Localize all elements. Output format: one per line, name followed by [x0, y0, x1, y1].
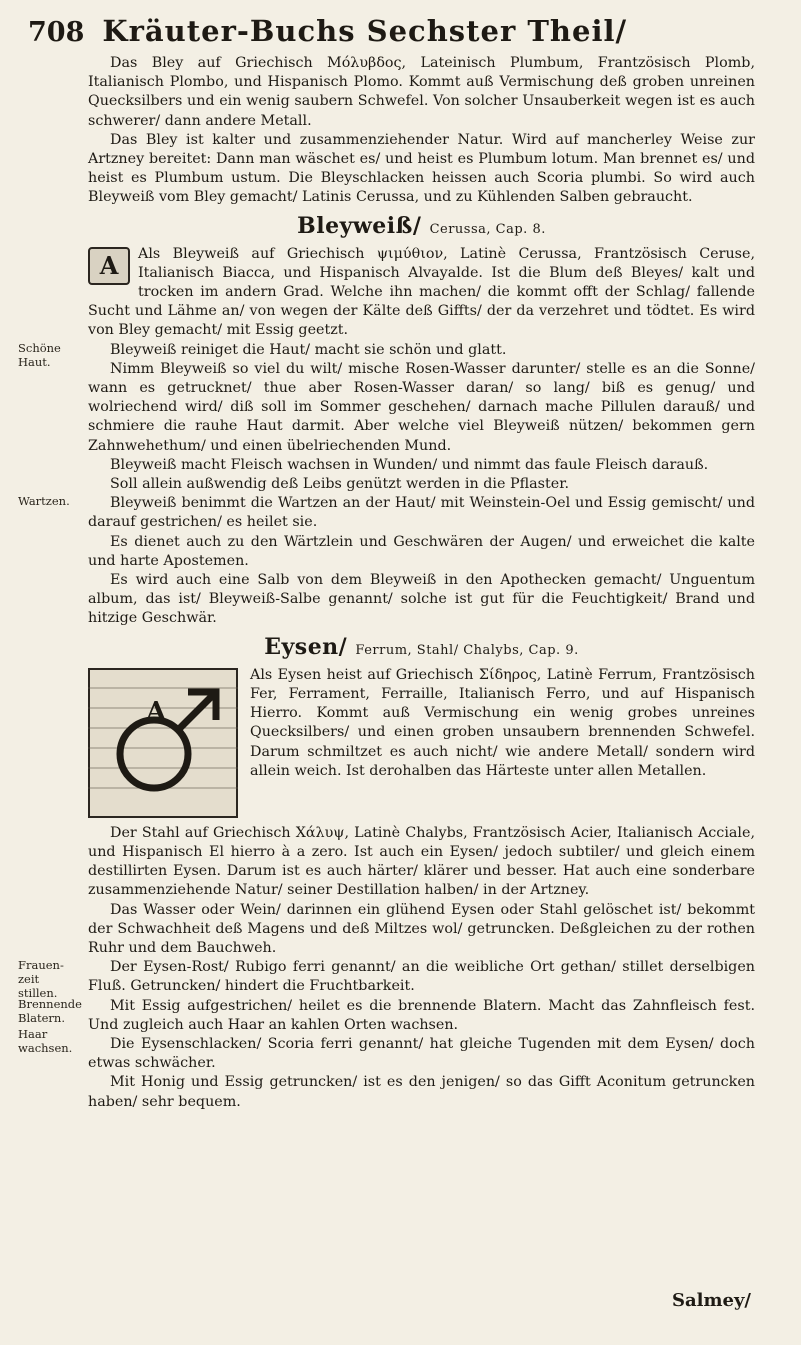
heading-subtitle: Cerussa, Cap. 8. — [429, 221, 546, 237]
eysen-paragraph: Mit Essig aufgestrichen/ heilet es die brennende Blatern. Macht das Zahnfleisch fest. Und zugleich auch Haar an kahlen Orten wachsen. — [88, 997, 755, 1033]
heading-subtitle: Ferrum, Stahl/ Chalybs, Cap. 9. — [355, 642, 579, 658]
bleyweiss-paragraph: Nimm Bleyweiß so viel du wilt/ mische Rosen-Wasser darunter/ stelle es an die Sonne/ wann es getrucknet/ thue aber Rosen-Wasser daran/ so lang/ biß es genug/ und wolriechend wird/ diß soll im Sommer geschehen/ darnach mache Pillulen darauß/ und schmiere die rauhe Haut darmit. Aber welche viel Bleyweiß nützen/ bekommen gern Zahnwehethum/ und einen übelriechenden Mund. — [88, 360, 755, 454]
bleyweiss-paragraph: Bleyweiß macht Fleisch wachsen in Wunden/ und nimmt das faule Fleisch darauß. — [110, 456, 709, 473]
eysen-paragraph: Der Stahl auf Griechisch Χάλυψ, Latinè Chalybs, Frantzösisch Acier, Italianisch Acciale, und Hispanisch El hierro à a zero. Ist auch ein Eysen/ jedoch subtiler/ und gleich einem destillirten Eysen. Darum ist es auch härter/ klärer und besser. Hat auch eine sonderbare zusammenziehende Natur/ seiner Destillation halben/ in der Artzney. — [88, 824, 755, 899]
section-heading-bleyweiss — [88, 213, 755, 239]
svg-text:A: A — [146, 696, 167, 727]
page-header — [28, 14, 755, 54]
eysen-paragraph: Als Eysen heist auf Griechisch Σίδηρος, Latinè Ferrum, Frantzösisch Fer, Ferrament, Ferraille, Italianisch Ferro, und auf Hispanisch Hierro. Kommt auß Vermischung ein wenig grobes unreines Quecksilbers/ und einen groben unsaubern brennenden Schwefel. Darum schmiltzet es auch nicht/ wie andere Metall/ sondern wird allein weich. Ist derohalben das Härteste unter allen Metallen. — [250, 666, 755, 779]
section-heading-eysen — [88, 634, 755, 660]
bleyweiss-paragraph: Soll allein außwendig deß Leibs genützt werden in die Pflaster. — [110, 476, 570, 493]
bleyweiss-paragraph: Es wird auch eine Salb von dem Bleyweiß in den Apothecken gemacht/ Unguentum album, das ist/ Bleyweiß-Salbe genannt/ solche ist gut für die Feuchtigkeit/ Brand und hitzige Geschwär. — [88, 572, 755, 627]
margin-note: Haar wachsen. — [18, 1026, 73, 1055]
margin-note: Wartzen. — [18, 494, 70, 509]
mars-iron-symbol-icon — [88, 668, 238, 818]
eysen-paragraph: Die Eysenschlacken/ Scoria ferri genannt/ hat gleiche Tugenden mit dem Eysen/ doch etwas schwächer. — [88, 1035, 755, 1072]
eysen-paragraph: Mit Honig und Essig getruncken/ ist es den jenigen/ so das Gifft Aconitum getruncken haben/ sehr bequem. — [88, 1074, 755, 1110]
bleyweiss-paragraph: Als Bleyweiß auf Griechisch ψιμύθιον, Latinè Cerussa, Frantzösisch Ceruse, Italianisch Biacca, und Hispanisch Alvayalde. Ist die Blum deß Bleyes/ kalt und trocken im andern Grad. Welche ihn machen/ die kommt offt der Schlag/ fallende Sucht und Lähme an/ von wegen der Kälte deß Giffts/ der da verzehret und tödtet. Es wird von Bley gemacht/ mit Essig geetzt. — [88, 245, 755, 339]
eysen-paragraph: Der Eysen-Rost/ Rubigo ferri genannt/ an die weibliche Ort gethan/ stillet derselbigen Fluß. Getruncken/ hindert die Fruchtbarkeit. — [88, 959, 755, 995]
blei-paragraph: Das Bley auf Griechisch Μόλυβδος, Lateinisch Plumbum, Frantzösisch Plomb, Italianisch Plombo, und Hispanisch Plomo. Kommt auß Vermischung deß groben unreinen Quecksilbers und ein wenig saubern Schwefel. Von solcher Unsauberkeit wegen ist es auch schwerer/ dann andere Metall. — [88, 55, 755, 129]
eysen-paragraph: Das Wasser oder Wein/ darinnen ein glühend Eysen oder Stahl gelöschet ist/ bekommt der Schwachheit deß Magens und deß Miltzes wol/ getruncken. Deßgleichen zu der rothen Ruhr und dem Bauchweh. — [88, 901, 755, 956]
bleyweiss-section — [18, 245, 755, 629]
margin-note: Frauen-zeit stillen. — [18, 958, 64, 1001]
eysen-section — [18, 666, 755, 1112]
running-title: Kräuter-Buchs Sechster Theil/ — [102, 14, 628, 48]
bleyweiss-paragraph: Bleyweiß benimmt die Wartzen an der Haut/ mit Weinstein-Oel und Essig gemischt/ und darauf gestrichen/ es heilet sie. — [88, 495, 755, 531]
page-number: 708 — [28, 17, 85, 48]
blei-paragraph: Das Bley ist kalter und zusammenziehender Natur. Wird auf mancherley Weise zur Artzney bereitet: Dann man wäschet es/ und heist es Plumbum lotum. Man brennet es/ und heist es Plumbum ustum. Die Bleyschlacken heissen auch Scoria plumbi. So wird auch Bleyweiß vom Bley gemacht/ Latinis Cerussa, und zu Kühlenden Salben gebraucht. — [88, 131, 755, 206]
catchword: Salmey/ — [671, 1290, 751, 1311]
heading-title: Bleyweiß/ — [297, 212, 422, 239]
text-column — [18, 54, 755, 1112]
heading-title: Eysen/ — [264, 633, 348, 660]
drop-cap-initial: A — [88, 247, 130, 285]
bleyweiss-paragraph: Es dienet auch zu den Wärtzlein und Geschwären der Augen/ und erweichet die kalte und harte Apostemen. — [88, 533, 755, 569]
margin-note: Schöne Haut. — [18, 340, 61, 369]
margin-note: Brennende Blatern. — [18, 996, 82, 1025]
bleyweiss-paragraph: Bleyweiß reiniget die Haut/ macht sie schön und glatt. — [110, 341, 507, 358]
